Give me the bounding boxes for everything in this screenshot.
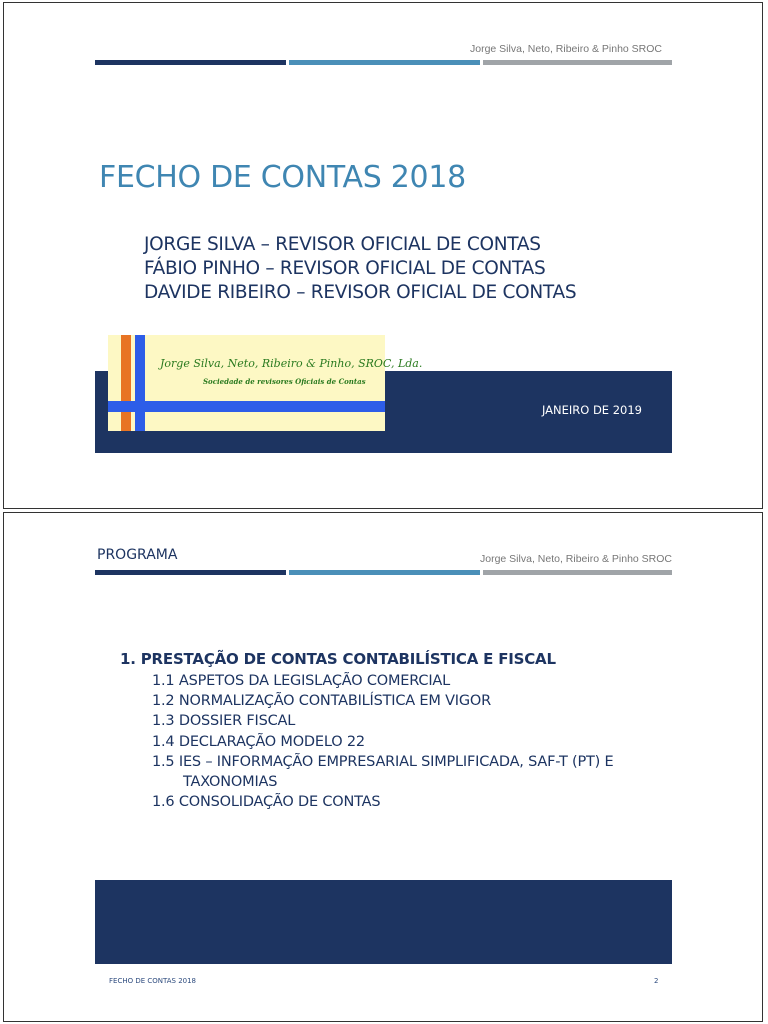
logo-orange-stripe xyxy=(121,335,131,431)
accent-bar-grey xyxy=(483,60,672,65)
speaker-line: JORGE SILVA – REVISOR OFICIAL DE CONTAS xyxy=(144,234,541,255)
slide-title: FECHO DE CONTAS 2018 xyxy=(99,160,466,195)
accent-bar-blue xyxy=(289,60,480,65)
list-item: 1.2 NORMALIZAÇÃO CONTABILÍSTICA EM VIGOR xyxy=(152,693,492,710)
presentation-date: JANEIRO DE 2019 xyxy=(541,403,642,417)
firm-name: Jorge Silva, Neto, Ribeiro & Pinho SROC xyxy=(480,553,672,565)
logo-firm-name: Jorge Silva, Neto, Ribeiro & Pinho, SROC, Lda. xyxy=(160,357,423,370)
program-sub-list xyxy=(152,671,614,812)
slide-1 xyxy=(3,2,763,509)
accent-bar-navy xyxy=(95,60,286,65)
slide-heading: PROGRAMA xyxy=(97,547,178,563)
speaker-list xyxy=(144,233,576,305)
logo-blue-stripe xyxy=(135,335,145,431)
list-item: 1.1 ASPETOS DA LEGISLAÇÃO COMERCIAL xyxy=(152,673,451,689)
logo-horizontal-stripe xyxy=(108,401,385,412)
list-item-continuation: TAXONOMIAS xyxy=(183,774,278,791)
speaker-line: FÁBIO PINHO – REVISOR OFICIAL DE CONTAS xyxy=(144,258,546,279)
bottom-banner xyxy=(95,880,672,964)
firm-name: Jorge Silva, Neto, Ribeiro & Pinho SROC xyxy=(470,43,662,55)
logo-subtitle: Sociedade de revisores Oficiais de Contas xyxy=(203,377,366,386)
accent-bar-blue xyxy=(289,570,480,575)
slide-2 xyxy=(3,512,763,1022)
list-item: 1.3 DOSSIER FISCAL xyxy=(152,713,296,730)
speaker-line: DAVIDE RIBEIRO – REVISOR OFICIAL DE CONTAS xyxy=(144,282,577,303)
list-item: 1.5 IES – INFORMAÇÃO EMPRESARIAL SIMPLIFICADA, SAF-T (PT) E xyxy=(152,753,614,770)
footer-title: FECHO DE CONTAS 2018 xyxy=(109,977,197,985)
list-item: 1.6 CONSOLIDAÇÃO DE CONTAS xyxy=(152,794,381,811)
program-main-item: 1. PRESTAÇÃO DE CONTAS CONTABILÍSTICA E FISCAL xyxy=(120,650,556,668)
list-item: 1.4 DECLARAÇÃO MODELO 22 xyxy=(152,733,365,750)
accent-bar-grey xyxy=(483,570,672,575)
page-number: 2 xyxy=(654,977,659,985)
firm-logo xyxy=(108,335,423,431)
accent-bar-navy xyxy=(95,570,286,575)
